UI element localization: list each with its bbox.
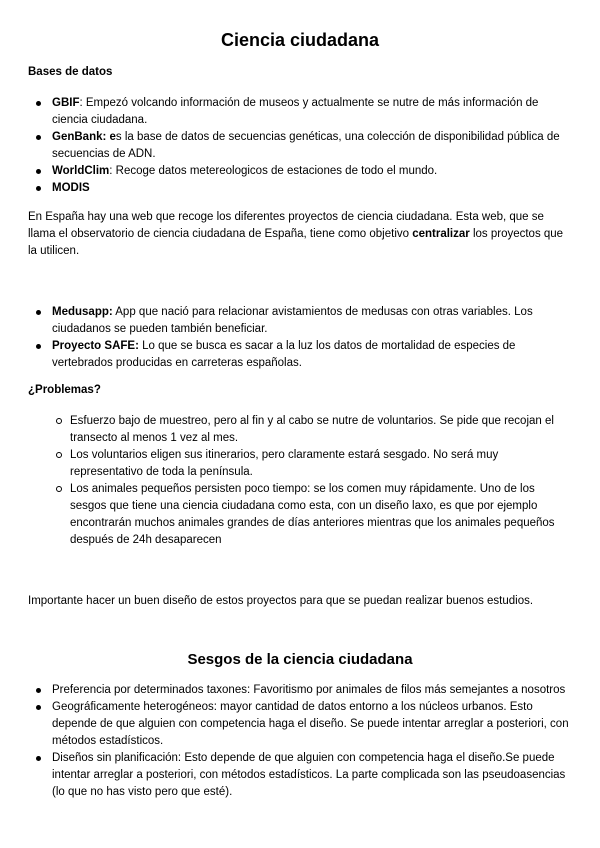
list-item	[52, 304, 572, 338]
biases-list	[52, 682, 572, 801]
list-item	[52, 163, 572, 180]
item-term: MODIS	[52, 182, 90, 194]
item-text: : Empezó volcando información de museos y actualmente se nutre de más información de ciencia ciudadana.	[52, 97, 539, 126]
item-text: Lo que se busca es sacar a la luz los datos de mortalidad de especies de vertebrados producidas en carreteras españolas.	[52, 340, 516, 369]
list-item	[52, 180, 572, 197]
databases-list	[52, 95, 572, 197]
list-item: Diseños sin planificación: Esto depende de que alguien con competencia haga el diseño.Se puede intentar arreglar a posteriori, con métodos estadísticos. La parte complicada son las pseudoasencias (lo que no has visto pero que esté).	[52, 750, 572, 801]
biases-heading: Sesgos de la ciencia ciudadana	[187, 651, 413, 668]
paragraph-emphasis: centralizar	[412, 228, 470, 240]
databases-heading: Bases de datos	[28, 66, 113, 78]
paragraph-text: los proyectos que la utilicen.	[28, 228, 564, 257]
page-title: Ciencia ciudadana	[220, 30, 380, 50]
list-item	[52, 95, 572, 129]
item-text: s la base de datos de secuencias genéticas, una colección de disponibilidad pública de secuencias de ADN.	[52, 131, 560, 160]
item-term: GBIF	[52, 97, 80, 109]
projects-list	[52, 304, 572, 372]
item-term: WorldClim	[52, 165, 110, 177]
paragraph-text: En España hay una web que recoge los diferentes proyectos de ciencia ciudadana. Esta web, que se llama el observatorio de ciencia ciudadana de España, tiene como objetivo	[28, 211, 544, 240]
item-term: Proyecto SAFE:	[52, 340, 139, 352]
list-item: Los voluntarios eligen sus itinerarios, pero claramente estará sesgado. No será muy representativo de toda la península.	[70, 447, 570, 481]
list-item: Los animales pequeños persisten poco tiempo: se los comen muy rápidamente. Uno de los sesgos que tiene una ciencia ciudadana como esta, con un diseño laxo, es que por ejemplo encontrarán muchos animales grandes de días anteriores mientras que los animales pequeños después de 24h desaparecen	[70, 481, 570, 549]
item-text: App que nació para relacionar avistamientos de medusas con otras variables. Los ciudadanos se pueden también beneficiar.	[52, 306, 533, 335]
list-item: Esfuerzo bajo de muestreo, pero al fin y al cabo se nutre de voluntarios. Se pide que recojan el transecto al menos 1 vez al mes.	[70, 413, 570, 447]
problems-list	[70, 413, 570, 549]
item-term: GenBank: e	[52, 131, 116, 143]
list-item	[52, 338, 572, 372]
spain-paragraph	[28, 209, 573, 260]
important-paragraph: Importante hacer un buen diseño de estos proyectos para que se puedan realizar buenos estudios.	[28, 595, 534, 607]
problems-heading: ¿Problemas?	[28, 384, 101, 396]
item-term: Medusapp:	[52, 306, 113, 318]
list-item: Preferencia por determinados taxones: Favoritismo por animales de filos más semejantes a nosotros	[52, 682, 572, 699]
list-item: Geográficamente heterogéneos: mayor cantidad de datos entorno a los núcleos urbanos. Esto depende de que alguien con competencia haga el diseño. Se puede intentar arreglar a posteriori, con métodos estadísticos.	[52, 699, 572, 750]
item-text: : Recoge datos metereologicos de estaciones de todo el mundo.	[109, 165, 438, 177]
list-item	[52, 129, 572, 163]
